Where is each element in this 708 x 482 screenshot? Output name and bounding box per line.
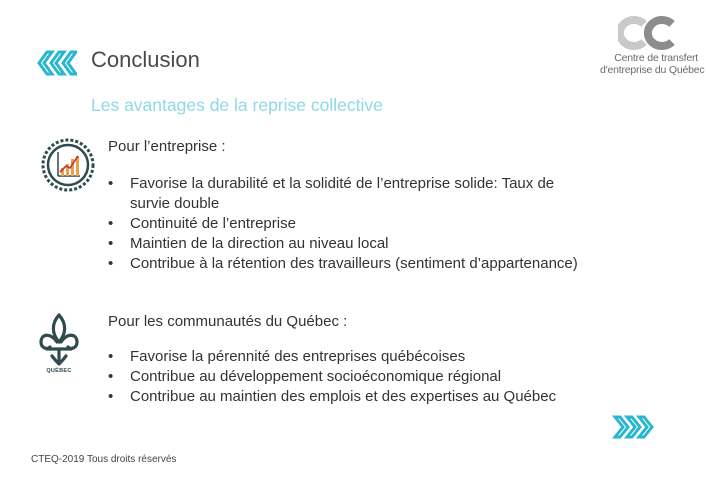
quebec-emblem — [38, 312, 80, 378]
cteq-logo — [600, 16, 705, 78]
quebec-emblem-label: QUÉBEC — [46, 368, 72, 374]
logo-text-line1: Centre de transfert — [614, 52, 698, 64]
bullet-list-entreprise — [108, 174, 578, 274]
section-heading-communautes: Pour les communautés du Québec : — [108, 313, 348, 330]
list-item: • Continuité de l’entreprise — [108, 215, 296, 232]
list-item: • Favorise la durabilité et la solidité de l’entreprise solide: Taux de survie double — [108, 175, 555, 212]
cteq-logo-mark-icon — [618, 16, 680, 50]
growth-chart-badge-icon — [40, 134, 96, 196]
page-subtitle: Les avantages de la reprise collective — [91, 95, 383, 115]
footer-copyright: CTEQ-2019 Tous droits réservés — [31, 454, 177, 465]
double-chevron-right-icon — [612, 415, 656, 439]
section-heading-entreprise: Pour l’entreprise : — [108, 138, 226, 155]
list-item: • Favorise la pérennité des entreprises québécoises — [108, 348, 466, 365]
page-title: Conclusion — [91, 47, 200, 72]
list-item: • Maintien de la direction au niveau local — [108, 235, 389, 252]
list-item: • Contribue au maintien des emplois et des expertises au Québec — [108, 388, 557, 405]
double-chevron-left-icon — [35, 50, 77, 76]
bullet-list-communautes — [108, 347, 578, 407]
logo-text-line2: d'entreprise du Québec — [600, 64, 705, 76]
list-item: • Contribue au développement socioéconomique régional — [108, 368, 502, 385]
fleur-de-lis-icon — [38, 312, 80, 368]
list-item: • Contribue à la rétention des travailleurs (sentiment d’appartenance) — [108, 255, 578, 272]
